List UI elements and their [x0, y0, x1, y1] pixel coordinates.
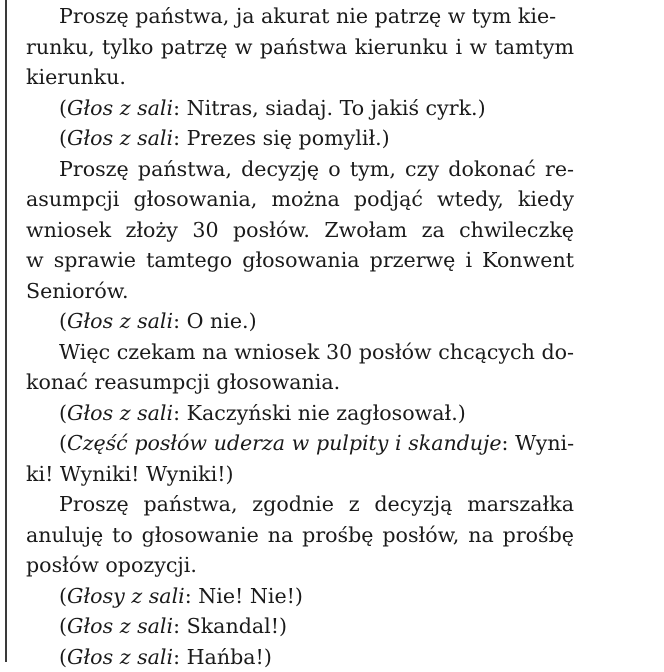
- text-run: konać reasumpcji głosowania.: [26, 370, 340, 394]
- paragraph-line: [26, 459, 574, 490]
- paragraph-line: [26, 337, 574, 368]
- text-run: runku, tylko patrzę w państwa kierunku i w tamtym: [26, 35, 574, 59]
- interjection-line: [26, 123, 574, 154]
- speaker-label: Głos z sali: [67, 645, 173, 669]
- text-run: (: [59, 431, 67, 455]
- speaker-label: Głos z sali: [67, 309, 173, 333]
- text-run: (: [59, 96, 67, 120]
- transcript-text: [26, 1, 574, 672]
- text-run: Proszę państwa, zgodnie z decyzją marszałka: [59, 492, 574, 516]
- text-run: (: [59, 645, 67, 669]
- speaker-label: Głos z sali: [67, 126, 173, 150]
- stage-direction-line: [26, 428, 574, 459]
- paragraph-line: [26, 62, 574, 93]
- text-run: : Hańba!): [173, 645, 272, 669]
- speaker-label: Głosy z sali: [67, 584, 185, 608]
- paragraph-line: [26, 154, 574, 185]
- text-run: anuluję to głosowanie na prośbę posłów, na prośbę: [26, 523, 574, 547]
- paragraph-line: [26, 184, 574, 215]
- paragraph-line: [26, 245, 574, 276]
- text-run: Proszę państwa, ja akurat nie patrzę w tym kie-: [59, 4, 556, 28]
- text-run: Proszę państwa, decyzję o tym, czy dokonać re-: [59, 157, 574, 181]
- paragraph-line: [26, 489, 574, 520]
- text-run: : Prezes się pomylił.): [173, 126, 390, 150]
- paragraph-line: [26, 1, 574, 32]
- text-run: kierunku.: [26, 65, 126, 89]
- text-run: (: [59, 584, 67, 608]
- text-run: w sprawie tamtego głosowania przerwę i Konwent: [26, 248, 574, 272]
- text-run: (: [59, 614, 67, 638]
- interjection-line: [26, 93, 574, 124]
- paragraph-line: [26, 520, 574, 551]
- text-run: : O nie.): [173, 309, 257, 333]
- text-run: (: [59, 309, 67, 333]
- paragraph-line: [26, 550, 574, 581]
- speaker-label: Głos z sali: [67, 401, 173, 425]
- paragraph-line: [26, 367, 574, 398]
- paragraph-line: [26, 32, 574, 63]
- interjection-line: [26, 306, 574, 337]
- stage-direction: Część posłów uderza w pulpity i skanduje: [67, 431, 501, 455]
- text-run: Seniorów.: [26, 279, 129, 303]
- text-run: ki! Wyniki! Wyniki!): [26, 462, 234, 486]
- text-run: : Nie! Nie!): [185, 584, 303, 608]
- text-run: (: [59, 401, 67, 425]
- speaker-label: Głos z sali: [67, 96, 173, 120]
- text-run: : Wyni-: [501, 431, 574, 455]
- text-run: : Kaczyński nie zagłosował.): [173, 401, 466, 425]
- speaker-label: Głos z sali: [67, 614, 173, 638]
- text-run: Więc czekam na wniosek 30 posłów chcących do-: [59, 340, 574, 364]
- interjection-line: [26, 581, 574, 612]
- text-run: : Nitras, siadaj. To jakiś cyrk.): [173, 96, 486, 120]
- interjection-line: [26, 611, 574, 642]
- text-run: posłów opozycji.: [26, 553, 197, 577]
- text-run: asumpcji głosowania, można podjąć wtedy, kiedy: [26, 187, 574, 211]
- margin-rule: [5, 0, 7, 662]
- interjection-line: [26, 398, 574, 429]
- interjection-line: [26, 642, 574, 672]
- text-run: (: [59, 126, 67, 150]
- text-run: : Skandal!): [173, 614, 287, 638]
- paragraph-line: [26, 215, 574, 246]
- text-run: wniosek złoży 30 posłów. Zwołam za chwileczkę: [26, 218, 574, 242]
- paragraph-line: [26, 276, 574, 307]
